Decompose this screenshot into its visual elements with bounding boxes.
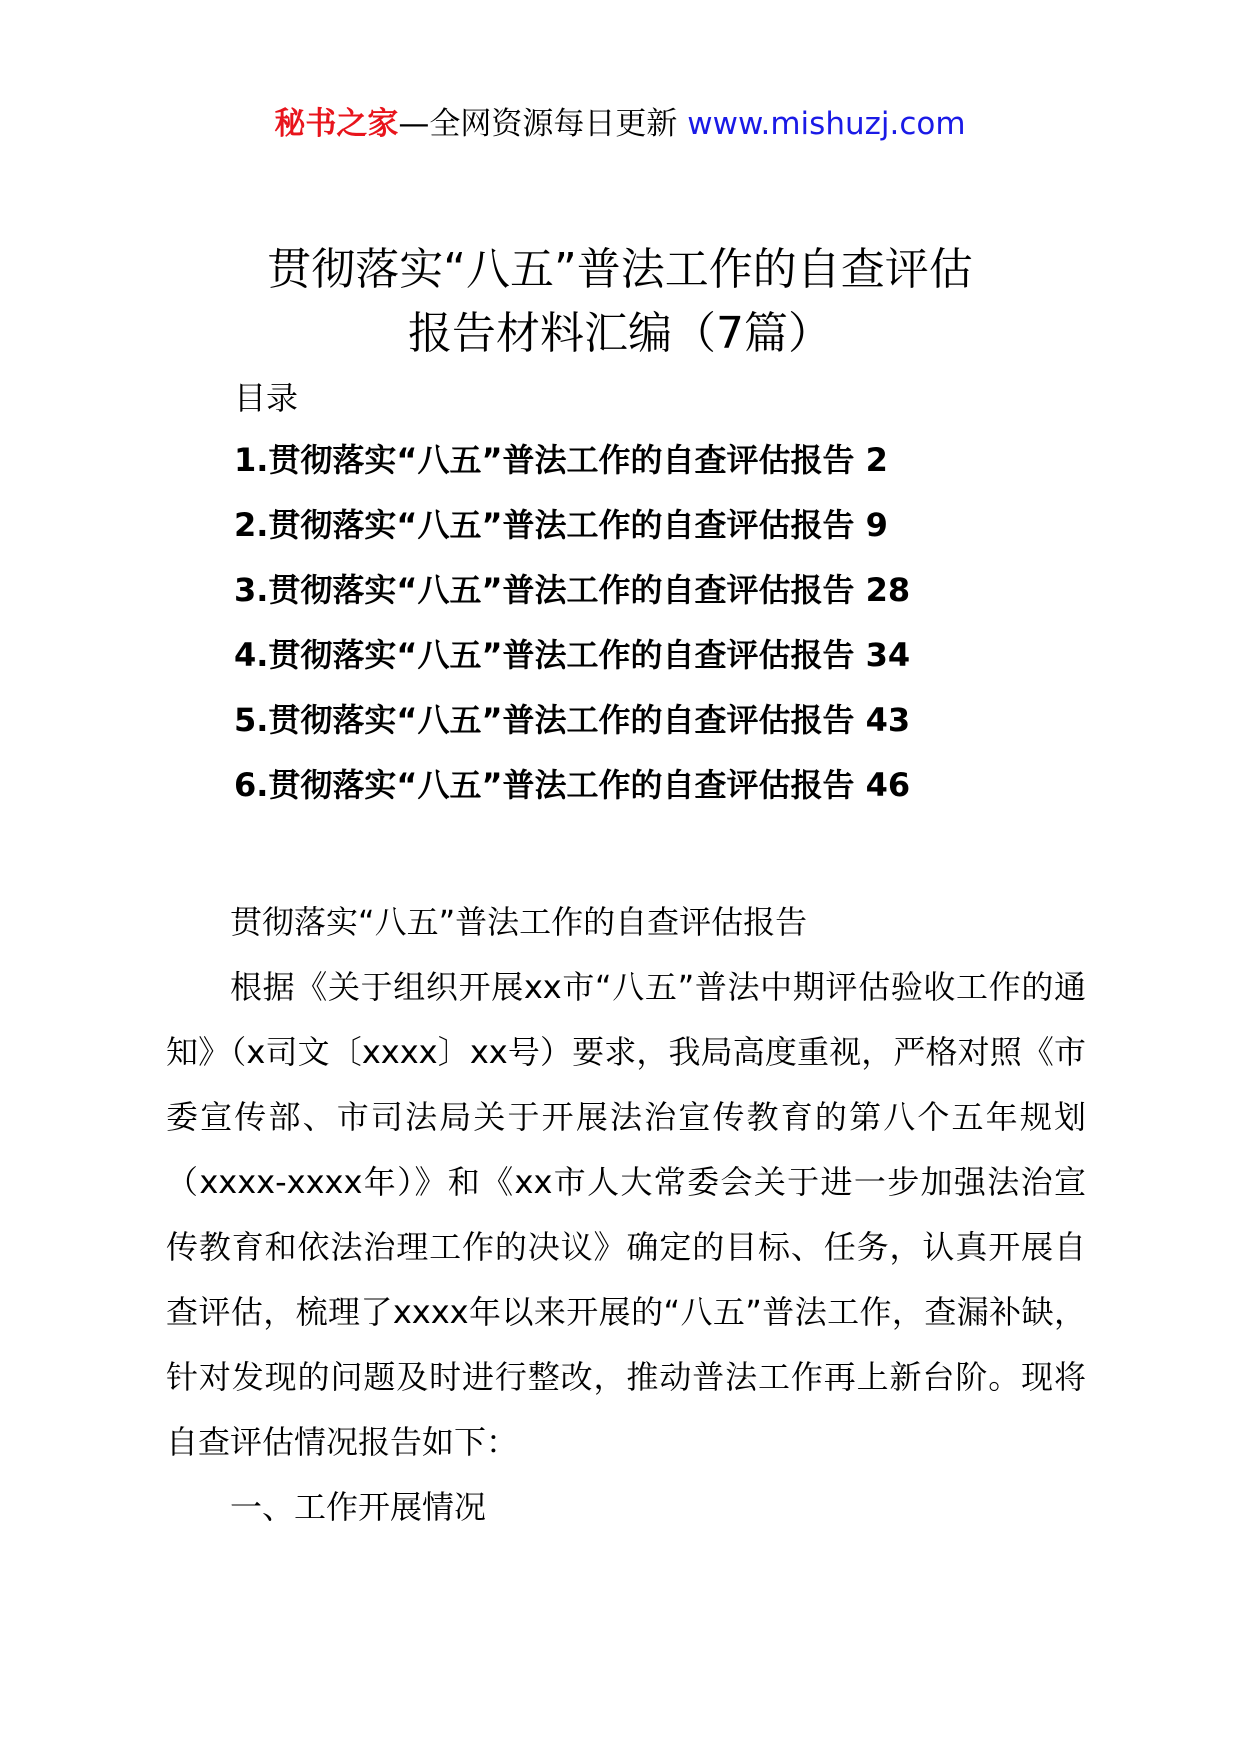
document-title-line-1: 贯彻落实“八五”普法工作的自查评估 [267, 244, 973, 295]
site-header [0, 104, 1240, 144]
document-title [0, 238, 1240, 366]
table-of-contents [234, 440, 910, 830]
toc-item[interactable]: 5.贯彻落实“八五”普法工作的自查评估报告 43 [234, 701, 911, 739]
document-title-line-2: 报告材料汇编（7篇） [408, 308, 832, 359]
section-title: 贯彻落实“八五”普法工作的自查评估报告 [230, 903, 808, 941]
toc-item[interactable]: 6.贯彻落实“八五”普法工作的自查评估报告 46 [234, 766, 911, 804]
site-slogan: —全网资源每日更新 [398, 106, 678, 142]
body-paragraph: 根据《关于组织开展xx市“八五”普法中期评估验收工作的通知》（x司文〔xxxx〕xx号）要求，我局高度重视，严格对照《市委宣传部、市司法局关于开展法治宣传教育的第八个五年规划（xxxx-xxxx年）》和《xx市人大常委会关于进一步加强法治宣传教育和依法治理工作的决议》确定的目标、任务，认真开展自查评估，梳理了xxxx年以来开展的“八五”普法工作，查漏补缺，针对发现的问题及时进行整改，推动普法工作再上新台阶。现将自查评估情况报告如下： [166, 968, 1086, 1461]
toc-item[interactable]: 3.贯彻落实“八五”普法工作的自查评估报告 28 [234, 571, 911, 609]
site-url-link[interactable]: www.mishuzj.com [687, 106, 966, 142]
toc-heading: 目录 [234, 379, 299, 417]
document-body [166, 890, 1086, 1540]
toc-item[interactable]: 2.贯彻落实“八五”普法工作的自查评估报告 9 [234, 506, 888, 544]
site-brand: 秘书之家 [274, 106, 399, 142]
toc-item[interactable]: 4.贯彻落实“八五”普法工作的自查评估报告 34 [234, 636, 911, 674]
section-subheading: 一、工作开展情况 [230, 1488, 487, 1526]
toc-item[interactable]: 1.贯彻落实“八五”普法工作的自查评估报告 2 [234, 441, 888, 479]
